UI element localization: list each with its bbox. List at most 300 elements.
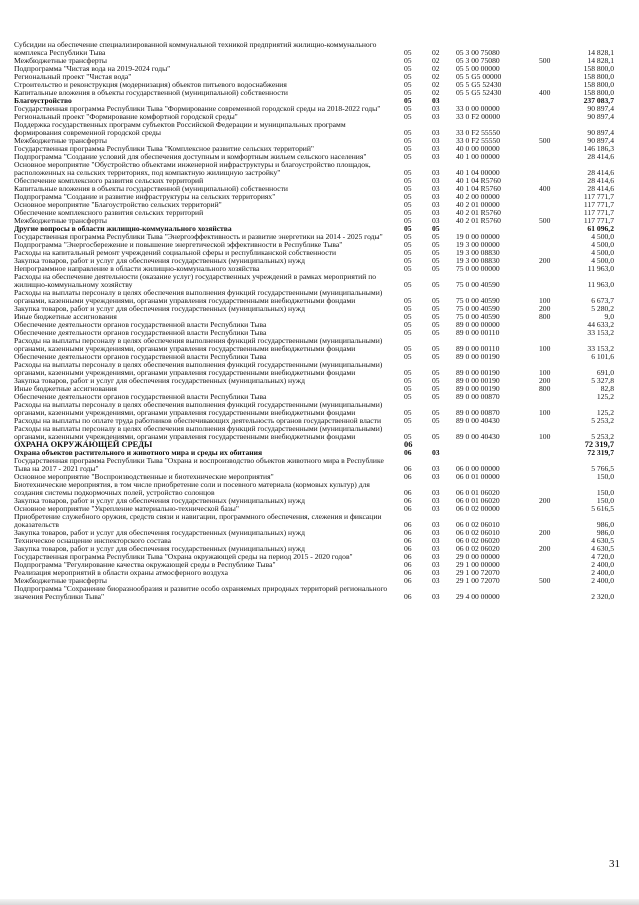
row-pr: 05 (432, 328, 440, 337)
row-pr: 03 (432, 208, 440, 217)
row-name: Государственная программа Республики Тыва "Охрана и воспроизводство объектов животного мира в Республике Тыва на 2017 - 2021 годы" (14, 456, 384, 473)
row-cs: 89 0 00 00870 (456, 408, 500, 417)
row-name: Расходы на капитальный ремонт учреждений социальной сферы и республиканской собственности (14, 248, 337, 257)
row-pr: 03 (432, 168, 440, 177)
row-rz: 05 (404, 392, 412, 401)
row-cs: 19 0 00 00000 (456, 232, 500, 241)
row-pr: 03 (432, 152, 440, 161)
row-cs: 05 5 G5 52430 (456, 88, 502, 97)
row-pr: 03 (432, 552, 440, 561)
row-rz: 06 (404, 592, 412, 601)
row-pr: 05 (432, 416, 440, 425)
row-rz: 06 (404, 536, 412, 545)
row-name: Государственная программа Республики Тыва "Охрана окружающей среды на период 2015 - 2020 годов" (14, 552, 353, 561)
row-cs: 75 0 00 40590 (456, 280, 500, 289)
row-vr: 500 (539, 576, 551, 585)
row-sum: 28 414,6 (587, 152, 614, 161)
row-name: Подпрограмма "Чистая вода на 2019-2024 годы" (14, 64, 171, 73)
row-sum: 28 414,6 (587, 176, 614, 185)
row-name: Капитальные вложения в объекты государственной (муниципальной) собственности (14, 88, 288, 97)
row-pr: 05 (432, 296, 440, 305)
row-rz: 05 (404, 240, 412, 249)
row-name: Региональный проект "Формирование комфортной городской среды" (14, 112, 238, 121)
row-rz: 05 (404, 80, 412, 89)
row-pr: 05 (432, 224, 440, 233)
row-sum: 150,0 (596, 488, 614, 497)
row-name: Обеспечение комплексного развития сельских территорий (14, 176, 204, 185)
row-rz: 05 (404, 232, 412, 241)
row-rz: 05 (404, 256, 412, 265)
row-cs: 89 0 00 00870 (456, 392, 500, 401)
row-pr: 05 (432, 280, 440, 289)
row-rz: 06 (404, 552, 412, 561)
row-pr: 03 (432, 496, 440, 505)
row-pr: 05 (432, 256, 440, 265)
row-sum: 158 800,0 (583, 72, 614, 81)
row-pr: 02 (432, 88, 440, 97)
row-cs: 89 0 00 40430 (456, 432, 500, 441)
row-pr: 03 (432, 136, 440, 145)
row-sum: 14 828,1 (587, 56, 614, 65)
row-sum: 5 616,5 (591, 504, 614, 513)
row-name: Региональный проект "Чистая вода" (14, 72, 132, 81)
row-cs: 89 0 00 00190 (456, 368, 500, 377)
row-name: Непрограммное направление в области жилищно-коммунального хозяйства (14, 264, 260, 273)
row-name: Поддержка государственных программ субъектов Российской Федерации и муниципальных программ формирования современной городской среды (14, 120, 346, 137)
row-cs: 29 1 00 72070 (456, 568, 500, 577)
row-pr: 03 (432, 536, 440, 545)
row-cs: 19 3 00 00000 (456, 240, 500, 249)
row-sum: 4 630,5 (591, 536, 614, 545)
row-pr: 03 (432, 192, 440, 201)
row-rz: 05 (404, 352, 412, 361)
row-name: Подпрограмма "Регулирование качества окружающей среды в Республике Тыва" (14, 560, 276, 569)
row-sum: 5 280,2 (591, 304, 614, 313)
row-rz: 05 (404, 176, 412, 185)
table-row (14, 585, 614, 601)
row-sum: 14 828,1 (587, 48, 614, 57)
row-name: Расходы на выплаты персоналу в целях обеспечения выполнения функций государственными (муниципальными) органами, казенными учреждениями, органами управления государственными внебюджетными фондами (14, 360, 383, 377)
row-vr: 100 (539, 408, 551, 417)
row-vr: 200 (539, 304, 551, 313)
row-sum: 4 500,0 (591, 248, 614, 257)
row-vr: 100 (539, 368, 551, 377)
row-rz: 05 (404, 328, 412, 337)
row-rz: 06 (404, 568, 412, 577)
table-row (14, 401, 614, 417)
row-vr: 100 (539, 344, 551, 353)
row-sum: 150,0 (596, 496, 614, 505)
row-rz: 05 (404, 344, 412, 353)
row-sum: 61 096,2 (587, 224, 614, 233)
row-cs: 29 4 00 00000 (456, 592, 500, 601)
row-vr: 500 (539, 56, 551, 65)
row-vr: 200 (539, 544, 551, 553)
row-name: Обеспечение деятельности органов государственной власти Республики Тыва (14, 352, 267, 361)
row-name: Межбюджетные трансферты (14, 216, 107, 225)
row-rz: 05 (404, 88, 412, 97)
table-row (14, 273, 614, 289)
row-cs: 40 2 00 00000 (456, 192, 500, 201)
row-rz: 05 (404, 168, 412, 177)
row-sum: 117 771,7 (583, 200, 614, 209)
row-rz: 05 (404, 224, 412, 233)
row-cs: 33 0 F2 00000 (456, 112, 501, 121)
row-rz: 05 (404, 152, 412, 161)
row-sum: 5 253,2 (591, 416, 614, 425)
row-rz: 05 (404, 264, 412, 273)
row-rz: 06 (404, 504, 412, 513)
row-sum: 28 414,6 (587, 184, 614, 193)
row-pr: 05 (432, 304, 440, 313)
row-vr: 200 (539, 496, 551, 505)
row-name: Обеспечение деятельности органов государственной власти Республики Тыва (14, 392, 267, 401)
row-rz: 05 (404, 56, 412, 65)
row-rz: 06 (404, 528, 412, 537)
row-name: Расходы на выплаты персоналу в целях обеспечения выполнения функций государственными (муниципальными) органами, казенными учреждениями, органами управления государственными внебюджетными фондами (14, 336, 383, 353)
row-sum: 117 771,7 (583, 208, 614, 217)
row-pr: 05 (432, 232, 440, 241)
row-pr: 03 (432, 528, 440, 537)
row-rz: 05 (404, 136, 412, 145)
row-rz: 05 (404, 72, 412, 81)
row-cs: 29 1 00 72070 (456, 576, 500, 585)
row-rz: 06 (404, 576, 412, 585)
row-sum: 691,0 (596, 368, 614, 377)
row-name: Приобретение служебного оружия, средств связи и навигации, программного обеспечения, слежения и фиксации доказательств (14, 512, 382, 529)
row-pr: 03 (432, 184, 440, 193)
row-name: Межбюджетные трансферты (14, 136, 107, 145)
table-row (14, 513, 614, 529)
row-name: Закупка товаров, работ и услуг для обеспечения государственных (муниципальных) нужд (14, 304, 305, 313)
row-sum: 90 897,4 (587, 128, 614, 137)
row-rz: 05 (404, 368, 412, 377)
row-name: Обеспечение деятельности органов государственной власти Республики Тыва (14, 320, 267, 329)
table-row (14, 41, 614, 57)
row-cs: 06 0 00 00000 (456, 464, 500, 473)
row-name: Строительство и реконструкция (модернизация) объектов питьевого водоснабжения (14, 80, 287, 89)
row-name: Другие вопросы в области жилищно-коммунального хозяйства (14, 224, 232, 233)
page-number: 31 (609, 858, 620, 870)
row-rz: 05 (404, 184, 412, 193)
row-name: Благоустройство (14, 96, 72, 105)
row-sum: 125,2 (596, 392, 614, 401)
row-rz: 05 (404, 432, 412, 441)
row-name: Подпрограмма "Сохранение биоразнообразия и развитие особо охраняемых природных территорий регионального значения Республики Тыва" (14, 584, 388, 601)
row-cs: 06 0 02 06010 (456, 528, 500, 537)
row-sum: 117 771,7 (583, 192, 614, 201)
row-name: Основное мероприятие "Благоустройство сельских территорий" (14, 200, 222, 209)
row-pr: 05 (432, 376, 440, 385)
row-pr: 03 (432, 488, 440, 497)
row-pr: 05 (432, 384, 440, 393)
row-sum: 125,2 (596, 408, 614, 417)
row-vr: 100 (539, 296, 551, 305)
row-cs: 05 5 00 00000 (456, 64, 500, 73)
row-pr: 03 (432, 176, 440, 185)
row-sum: 6 101,6 (591, 352, 614, 361)
row-sum: 90 897,4 (587, 112, 614, 121)
row-name: Иные бюджетные ассигнования (14, 384, 117, 393)
row-cs: 06 0 02 06020 (456, 536, 500, 545)
row-cs: 05 3 00 75080 (456, 56, 500, 65)
row-rz: 05 (404, 384, 412, 393)
row-pr: 03 (432, 520, 440, 529)
row-pr: 03 (432, 568, 440, 577)
row-vr: 500 (539, 136, 551, 145)
row-vr: 200 (539, 376, 551, 385)
row-pr: 03 (432, 144, 440, 153)
row-rz: 05 (404, 248, 412, 257)
row-sum: 2 400,0 (591, 576, 614, 585)
row-sum: 2 400,0 (591, 568, 614, 577)
row-sum: 117 771,7 (583, 216, 614, 225)
row-cs: 40 0 00 00000 (456, 144, 500, 153)
row-cs: 06 0 02 00000 (456, 504, 500, 513)
row-vr: 800 (539, 312, 551, 321)
row-vr: 200 (539, 256, 551, 265)
row-pr: 05 (432, 248, 440, 257)
row-name: Основное мероприятие "Укрепление материально-технической базы" (14, 504, 239, 513)
row-name: Закупка товаров, работ и услуг для обеспечения государственных (муниципальных) нужд (14, 528, 305, 537)
row-cs: 06 0 01 00000 (456, 472, 500, 481)
row-name: Закупка товаров, работ и услуг для обеспечения государственных (муниципальных) нужд (14, 376, 305, 385)
row-rz: 05 (404, 320, 412, 329)
table-row (14, 425, 614, 441)
row-cs: 40 1 04 R5760 (456, 184, 501, 193)
row-cs: 89 0 00 00110 (456, 344, 500, 353)
row-vr: 200 (539, 528, 551, 537)
row-name: Расходы на выплаты по оплате труда работников обеспечивающих деятельность органов государственной власти (14, 416, 382, 425)
row-sum: 4 500,0 (591, 232, 614, 241)
row-name: Закупка товаров, работ и услуг для обеспечения государственных (муниципальных) нужд (14, 256, 305, 265)
row-sum: 986,0 (596, 520, 614, 529)
row-sum: 146 186,3 (583, 144, 614, 153)
row-rz: 05 (404, 48, 412, 57)
row-rz: 05 (404, 416, 412, 425)
row-pr: 03 (432, 464, 440, 473)
row-rz: 06 (404, 472, 412, 481)
row-name: Подпрограмма "Создание условий для обеспечения доступным и комфортным жильем сельского населения" (14, 152, 367, 161)
row-cs: 06 0 01 06020 (456, 496, 500, 505)
row-pr: 03 (432, 200, 440, 209)
row-name: Межбюджетные трансферты (14, 576, 107, 585)
row-pr: 05 (432, 344, 440, 353)
row-sum: 28 414,6 (587, 168, 614, 177)
row-rz: 06 (404, 448, 412, 457)
row-name: Основное мероприятие "Воспроизводственные и биотехнические мероприятия" (14, 472, 274, 481)
table-row (14, 457, 614, 473)
row-cs: 29 1 00 00000 (456, 560, 500, 569)
row-name: Расходы на обеспечение деятельности (оказание услуг) государственных учреждений в рамках мероприятий по жилищно-коммунальному хозяйству (14, 272, 377, 289)
row-pr: 02 (432, 72, 440, 81)
row-pr: 02 (432, 48, 440, 57)
row-sum: 11 963,0 (587, 280, 614, 289)
row-sum: 5 766,5 (591, 464, 614, 473)
row-name: Техническое оснащение инспекторского состава (14, 536, 171, 545)
row-sum: 4 500,0 (591, 256, 614, 265)
row-sum: 2 400,0 (591, 560, 614, 569)
row-sum: 90 897,4 (587, 104, 614, 113)
row-pr: 05 (432, 352, 440, 361)
row-sum: 82,8 (600, 384, 614, 393)
row-rz: 05 (404, 408, 412, 417)
row-pr: 05 (432, 320, 440, 329)
row-cs: 05 5 G5 00000 (456, 72, 502, 81)
table-row (14, 361, 614, 377)
row-cs: 05 3 00 75080 (456, 48, 500, 57)
table-row (14, 89, 614, 97)
row-sum: 33 153,2 (587, 344, 614, 353)
row-pr: 03 (432, 96, 440, 105)
row-rz: 05 (404, 296, 412, 305)
row-rz: 05 (404, 112, 412, 121)
row-cs: 89 0 00 00190 (456, 376, 500, 385)
row-pr: 05 (432, 408, 440, 417)
row-cs: 29 0 00 00000 (456, 552, 500, 561)
row-pr: 03 (432, 592, 440, 601)
row-name: Иные бюджетные ассигнования (14, 312, 117, 321)
row-vr: 400 (539, 88, 551, 97)
row-pr: 03 (432, 576, 440, 585)
row-pr: 05 (432, 368, 440, 377)
row-rz: 05 (404, 200, 412, 209)
row-cs: 06 0 01 06020 (456, 488, 500, 497)
row-vr: 100 (539, 432, 551, 441)
row-cs: 75 0 00 00000 (456, 264, 500, 273)
row-rz: 06 (404, 560, 412, 569)
row-sum: 90 897,4 (587, 136, 614, 145)
row-pr: 03 (432, 560, 440, 569)
row-vr: 800 (539, 384, 551, 393)
row-rz: 06 (404, 520, 412, 529)
row-name: Государственная программа Республики Тыва "Комплексное развитие сельских территорий" (14, 144, 315, 153)
row-sum: 4 720,0 (591, 552, 614, 561)
row-sum: 237 083,7 (583, 96, 614, 105)
row-pr: 02 (432, 64, 440, 73)
row-rz: 05 (404, 96, 412, 105)
row-sum: 158 800,0 (583, 64, 614, 73)
row-cs: 33 0 00 00000 (456, 104, 500, 113)
row-rz: 06 (404, 464, 412, 473)
row-pr: 05 (432, 312, 440, 321)
row-sum: 4 630,5 (591, 544, 614, 553)
row-rz: 05 (404, 304, 412, 313)
row-name: Основное мероприятие "Обустройство объектами инженерной инфраструктуры и благоустройство площадок, расположенных на сельских территориях, под компактную жилищную застройку" (14, 160, 371, 177)
row-name: Субсидии на обеспечение специализированной коммунальной техникой предприятий жилищно-коммунального комплекса Республики Тыва (14, 40, 377, 57)
row-pr: 05 (432, 392, 440, 401)
row-cs: 33 0 F2 55550 (456, 136, 501, 145)
row-rz: 05 (404, 216, 412, 225)
row-sum: 158 800,0 (583, 88, 614, 97)
row-rz: 05 (404, 376, 412, 385)
row-sum: 986,0 (596, 528, 614, 537)
row-name: Расходы на выплаты персоналу в целях обеспечения выполнения функций государственными (муниципальными) органами, казенными учреждениями, органами управления государственными внебюджетными фондами (14, 400, 383, 417)
row-sum: 158 800,0 (583, 80, 614, 89)
row-rz: 06 (404, 488, 412, 497)
row-name: Подпрограмма "Создание и развитие инфраструктуры на сельских территориях" (14, 192, 276, 201)
row-cs: 40 1 04 R5760 (456, 176, 501, 185)
row-sum: 2 320,0 (591, 592, 614, 601)
row-pr: 03 (432, 112, 440, 121)
row-rz: 05 (404, 312, 412, 321)
row-cs: 05 5 G5 52430 (456, 80, 502, 89)
row-cs: 06 0 02 06010 (456, 520, 500, 529)
row-sum: 6 673,7 (591, 296, 614, 305)
row-rz: 05 (404, 144, 412, 153)
row-sum: 44 633,2 (587, 320, 614, 329)
row-cs: 89 0 00 00000 (456, 320, 500, 329)
row-name: Биотехнические мероприятия, в том числе приобретение соли и посевного материала (кормовых культур) для создания системы подкормочных полей, устройство солонцов (14, 480, 370, 497)
table-row (14, 161, 614, 177)
row-pr: 03 (432, 104, 440, 113)
row-cs: 33 0 F2 55550 (456, 128, 501, 137)
row-cs: 75 0 00 40590 (456, 312, 500, 321)
row-name: Государственная программа Республики Тыва "Энергоэффективность и развитие энергетики на 2014 - 2025 годы" (14, 232, 383, 241)
row-pr: 03 (432, 472, 440, 481)
row-cs: 40 2 01 00000 (456, 200, 500, 209)
row-sum: 4 500,0 (591, 240, 614, 249)
row-name: Государственная программа Республики Тыва "Формирование современной городской среды на 2018-2022 годы" (14, 104, 381, 113)
row-cs: 40 1 04 00000 (456, 168, 500, 177)
row-pr: 02 (432, 80, 440, 89)
row-pr: 05 (432, 240, 440, 249)
table-row (14, 289, 614, 305)
row-vr: 500 (539, 216, 551, 225)
row-name: Реализация мероприятий в области охраны атмосферного воздуха (14, 568, 228, 577)
row-cs: 40 2 01 R5760 (456, 208, 501, 217)
row-name: Закупка товаров, работ и услуг для обеспечения государственных (муниципальных) нужд (14, 496, 305, 505)
row-name: Капитальные вложения в объекты государственной (муниципальной) собственности (14, 184, 288, 193)
budget-table (14, 41, 614, 601)
row-name: Подпрограмма "Энергосбережение и повышение энергетической эффективности в Республике Тыва" (14, 240, 343, 249)
row-sum: 11 963,0 (587, 264, 614, 273)
row-sum: 9,0 (604, 312, 614, 321)
row-name: Обеспечение комплексного развития сельских территорий (14, 208, 204, 217)
row-cs: 75 0 00 40590 (456, 304, 500, 313)
row-cs: 19 3 00 08830 (456, 256, 500, 265)
row-sum: 5 327,8 (591, 376, 614, 385)
row-rz: 06 (404, 544, 412, 553)
row-sum: 72 319,7 (587, 448, 614, 457)
row-sum: 33 153,2 (587, 328, 614, 337)
row-rz: 05 (404, 64, 412, 73)
row-pr: 03 (432, 504, 440, 513)
row-vr: 400 (539, 184, 551, 193)
row-cs: 89 0 00 00110 (456, 328, 500, 337)
row-pr: 05 (432, 432, 440, 441)
row-name: Охрана объектов растительного и животного мира и среды их обитания (14, 448, 263, 457)
row-cs: 19 3 00 08830 (456, 248, 500, 257)
row-sum: 72 319,7 (584, 440, 614, 449)
row-sum: 5 253,2 (591, 432, 614, 441)
row-rz: 05 (404, 192, 412, 201)
table-row (14, 121, 614, 137)
row-name: ОХРАНА ОКРУЖАЮЩЕЙ СРЕДЫ (14, 440, 153, 449)
row-name: Расходы на выплаты персоналу в целях обеспечения выполнения функций государственными (муниципальными) органами, казенными учреждениями, органами управления государственными внебюджетными фондами (14, 288, 383, 305)
row-pr: 03 (432, 544, 440, 553)
row-cs: 75 0 00 40590 (456, 296, 500, 305)
row-rz: 05 (404, 104, 412, 113)
row-name: Межбюджетные трансферты (14, 56, 107, 65)
row-pr: 02 (432, 56, 440, 65)
row-cs: 89 0 00 00190 (456, 384, 500, 393)
scan-edge (0, 899, 639, 905)
row-name: Расходы на выплаты персоналу в целях обеспечения выполнения функций государственными (муниципальными) органами, казенными учреждениями, органами управления государственными внебюджетными фондами (14, 424, 383, 441)
row-name: Закупка товаров, работ и услуг для обеспечения государственных (муниципальных) нужд (14, 544, 305, 553)
row-cs: 89 0 00 40430 (456, 416, 500, 425)
row-pr: 03 (432, 216, 440, 225)
